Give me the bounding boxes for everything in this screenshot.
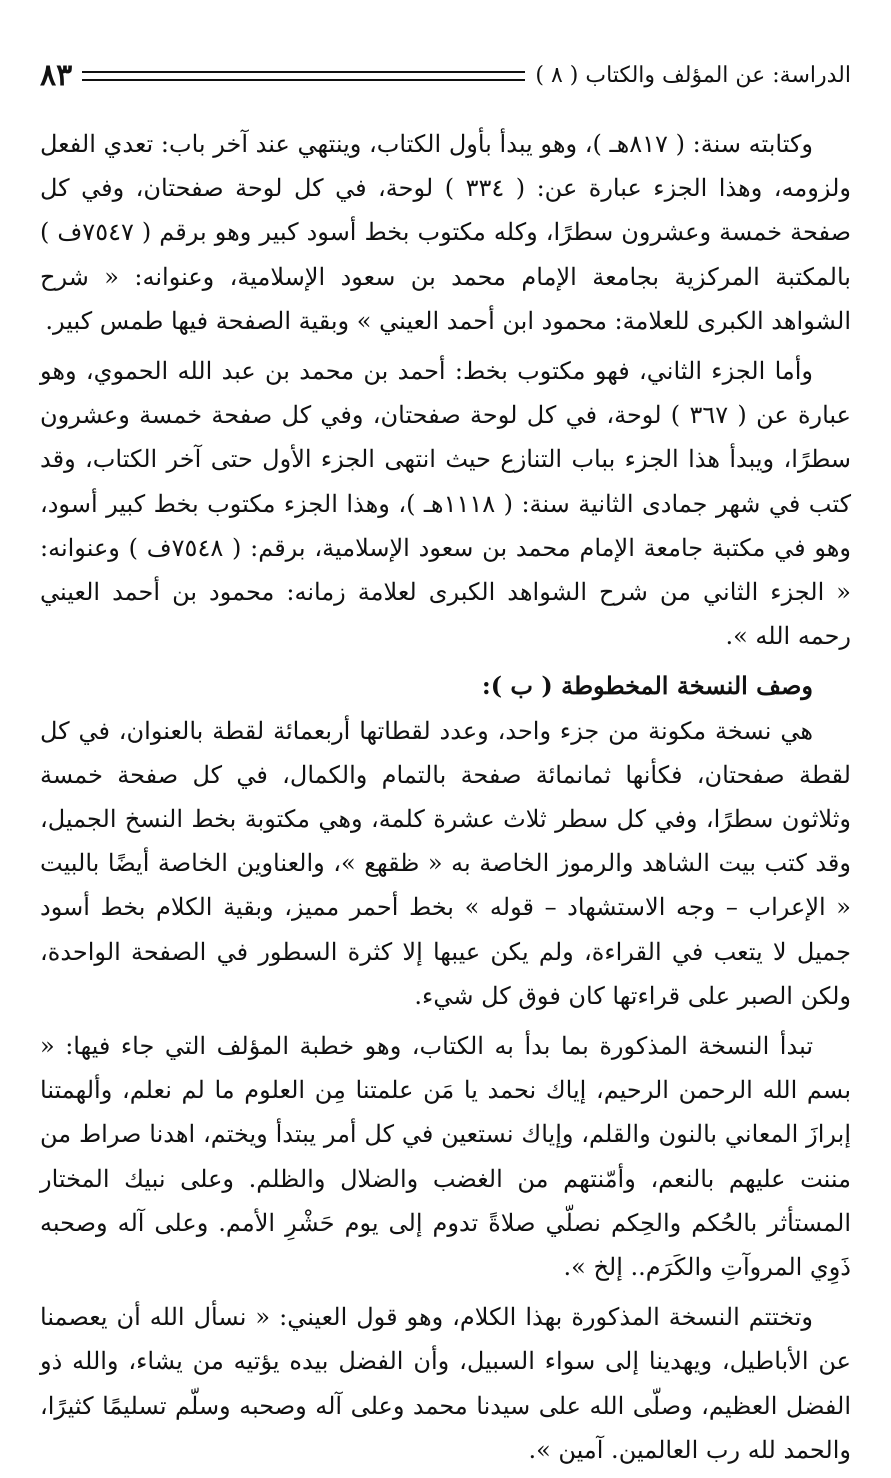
header-double-rule bbox=[82, 71, 525, 81]
running-title: الدراسة: عن المؤلف والكتاب ( ٨ ) bbox=[535, 63, 851, 88]
book-page bbox=[40, 0, 852, 1464]
paragraph-manuscript-b-closing: وتختتم النسخة المذكورة بهذا الكلام، وهو قول العيني: « نسأل الله أن يعصمنا عن الأباطيل، ويهدينا إلى سواء السبيل، وأن الفضل بيده يؤتيه من يشاء، والله ذو الفضل العظيم، وصلّى الله على سيدنا محمد وعلى آله وصحبه وسلّم تسليمًا كثيرًا، والحمد لله رب العالمين. آمين ». bbox=[40, 1303, 851, 1464]
paragraph-manuscript-b-description: هي نسخة مكونة من جزء واحد، وعدد لقطاتها أربعمائة لقطة بالعنوان، في كل لقطة صفحتان، فكأنها ثمانمائة صفحة بالتمام والكمال، في كل صفحة خمسة وثلاثون سطرًا، وفي كل سطر ثلاث عشرة كلمة، وهي مكتوبة بخط النسخ الجميل، وقد كتب بيت الشاهد والرموز الخاصة به « ظقهع »، والعناوين الخاصة أيضًا بالبيت « الإعراب – وجه الاستشهاد – قوله » بخط أحمر مميز، وبقية الكلام بخط أسود جميل لا يتعب في القراءة، ولم يكن عيبها إلا كثرة السطور في الصفحة الواحدة، ولكن الصبر على قراءتها كان فوق كل شيء. bbox=[40, 716, 851, 1010]
paragraph-manuscript-a-part-two: وأما الجزء الثاني، فهو مكتوب بخط: أحمد بن محمد بن عبد الله الحموي، وهو عبارة عن ( ٣٦٧ ) لوحة، في كل لوحة صفحتان، وفي كل صفحة خمسة وعشرون سطرًا، ويبدأ هذا الجزء بباب التنازع حيث انتهى الجزء الأول حتى آخر الكتاب، وقد كتب في شهر جمادى الثانية سنة: ( ١١١٨هـ )، وهذا الجزء مكتوب بخط كبير أسود، وهو في مكتبة جامعة الإمام محمد بن سعود الإسلامية، برقم: ( ٧٥٤٨ف ) وعنوانه: « الجزء الثاني من شرح الشواهد الكبرى لعلامة زمانه: محمود بن أحمد العيني رحمه الله ». bbox=[40, 357, 852, 651]
page-number: ٨٣ bbox=[40, 58, 73, 93]
paragraph-manuscript-b-opening: تبدأ النسخة المذكورة بما بدأ به الكتاب، وهو خطبة المؤلف التي جاء فيها: « بسم الله الرحمن الرحيم، إياك نحمد يا مَن علمتنا مِن العلوم ما لم نعلم، وألهمتنا إبرازَ المعاني بالنون والقلم، وإياك نستعين في كل أمر يبتدأ ويختم، اهدنا صراط من مننت عليهم بالنعم، وأمّنتهم من الغضب والضلال والظلم. وعلى نبيك المختار المستأثر بالحُكم والحِكم نصلّي صلاةً تدوم إلى يوم حَشْرِ الأمم. وعلى آله وصحبه ذَوِي المروآتِ والكَرَم.. إلخ ». bbox=[40, 1032, 851, 1282]
paragraph-manuscript-a-part-one: وكتابته سنة: ( ٨١٧هـ )، وهو يبدأ بأول الكتاب، وينتهي عند آخر باب: تعدي الفعل ولزومه، وهذا الجزء عبارة عن: ( ٣٣٤ ) لوحة، في كل لوحة صفحتان، وفي كل صفحة خمسة وعشرون سطرًا، وكله مكتوب بخط أسود كبير وهو برقم ( ٧٥٤٧ف ) بالمكتبة المركزية بجامعة الإمام محمد بن سعود الإسلامية، وعنوانه: « شرح الشواهد الكبرى للعلامة: محمود ابن أحمد العيني » وبقية الصفحة فيها طمس كبير. bbox=[40, 130, 851, 335]
page-body bbox=[40, 122, 851, 1478]
page-header bbox=[40, 56, 851, 96]
section-heading: وصف النسخة المخطوطة ( ب ): bbox=[481, 671, 813, 701]
